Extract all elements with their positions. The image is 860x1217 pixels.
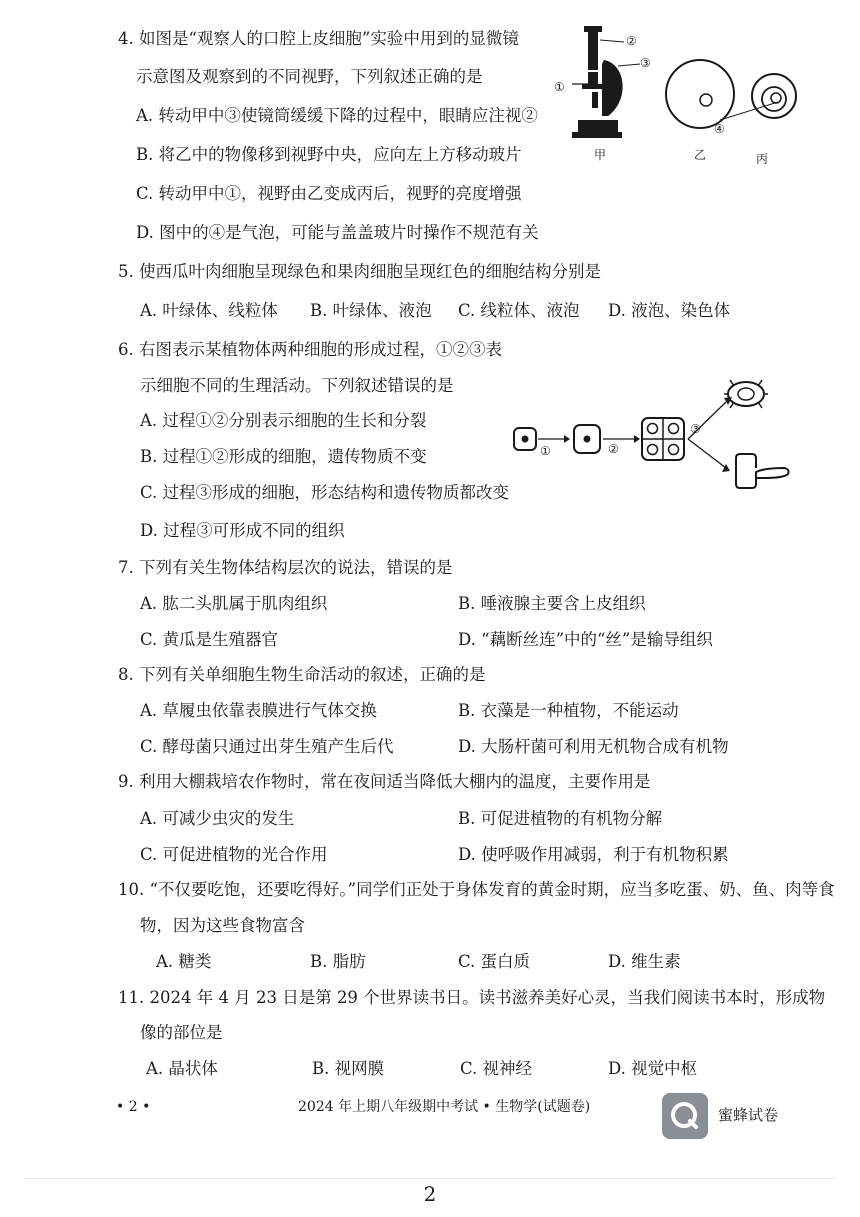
q11-option-d: D. 视觉中枢 [608,1059,698,1078]
q11-option-c: C. 视神经 [460,1059,533,1078]
q10-option-c: C. 蛋白质 [458,952,531,971]
q5-option-c: C. 线粒体、液泡 [458,301,580,320]
microscope-label-3: ③ [640,56,651,70]
q5-option-a: A. 叶绿体、线粒体 [140,301,278,320]
cell-process-figure [508,372,798,496]
q4-option-c: C. 转动甲中①，视野由乙变成丙后，视野的亮度增强 [136,184,522,203]
microscope-label-2: ② [626,34,637,48]
q10-stem-line2: 物，因为这些食物富含 [140,916,305,935]
q6-option-d: D. 过程③可形成不同的组织 [140,521,345,540]
field-label-4: ④ [714,122,725,136]
q6-stem-line2: 示细胞不同的生理活动。下列叙述错误的是 [140,376,454,395]
process-label-3: ③ [690,422,701,436]
footer-page-mark: • 2 • [116,1099,151,1115]
q11-stem-line1: 11. 2024 年 4 月 23 日是第 29 个世界读书日。读书滋养美好心灵，当我们阅读书本时，形成物 [118,988,826,1007]
process-label-2: ② [608,442,619,456]
cell-process-drawing [508,372,798,496]
brand-logo-icon [662,1093,708,1139]
q8-option-b: B. 衣藻是一种植物，不能运动 [458,701,679,720]
page-divider [24,1178,836,1179]
process-label-1: ① [540,444,551,458]
q11-option-b: B. 视网膜 [312,1059,385,1078]
q8-stem: 8. 下列有关单细胞生物生命活动的叙述，正确的是 [118,665,486,684]
q11-option-a: A. 晶状体 [146,1059,218,1078]
caption-bing: 丙 [756,152,769,166]
q10-stem-line1: 10. “不仅要吃饱，还要吃得好。”同学们正处于身体发育的黄金时期，应当多吃蛋、奶、鱼、肉等食 [118,880,835,899]
q9-stem: 9. 利用大棚栽培农作物时，常在夜间适当降低大棚内的温度，主要作用是 [118,772,651,791]
q10-option-d: D. 维生素 [608,952,681,971]
q5-option-d: D. 液泡、染色体 [608,301,731,320]
microscope-label-1: ① [554,80,565,94]
q8-option-a: A. 草履虫依靠表膜进行气体交换 [140,701,377,720]
page-number: 2 [423,1182,437,1206]
q4-option-a: A. 转动甲中③使镜筒缓缓下降的过程中，眼睛应注视② [136,106,538,125]
q11-stem-line2: 像的部位是 [140,1023,223,1042]
q10-option-b: B. 脂肪 [310,952,366,971]
q7-option-d: D. “藕断丝连”中的“丝”是输导组织 [458,630,713,649]
caption-jia: 甲 [594,148,607,162]
caption-yi: 乙 [694,148,707,162]
microscope-drawing [548,20,818,170]
q4-option-b: B. 将乙中的物像移到视野中央，应向左上方移动玻片 [136,145,522,164]
q9-option-c: C. 可促进植物的光合作用 [140,845,328,864]
q6-option-b: B. 过程①②形成的细胞，遗传物质不变 [140,447,427,466]
q7-option-a: A. 肱二头肌属于肌肉组织 [140,594,328,613]
q4-stem-line1: 4. 如图是“观察人的口腔上皮细胞”实验中用到的显微镜 [118,29,519,48]
q7-stem: 7. 下列有关生物体结构层次的说法，错误的是 [118,558,453,577]
q9-option-a: A. 可减少虫灾的发生 [140,809,295,828]
q7-option-c: C. 黄瓜是生殖器官 [140,630,279,649]
q9-option-d: D. 使呼吸作用减弱，利于有机物积累 [458,845,729,864]
q6-option-c: C. 过程③形成的细胞，形态结构和遗传物质都改变 [140,483,510,502]
q4-option-d: D. 图中的④是气泡，可能与盖盖玻片时操作不规范有关 [136,223,539,242]
q5-stem: 5. 使西瓜叶肉细胞呈现绿色和果肉细胞呈现红色的细胞结构分别是 [118,262,601,281]
q6-option-a: A. 过程①②分别表示细胞的生长和分裂 [140,411,427,430]
brand-name: 蜜蜂试卷 [718,1106,779,1124]
q7-option-b: B. 唾液腺主要含上皮组织 [458,594,646,613]
q8-option-d: D. 大肠杆菌可利用无机物合成有机物 [458,737,729,756]
microscope-figure [548,20,818,170]
q5-option-b: B. 叶绿体、液泡 [310,301,432,320]
q4-stem-line2: 示意图及观察到的不同视野，下列叙述正确的是 [136,67,483,86]
q8-option-c: C. 酵母菌只通过出芽生殖产生后代 [140,737,394,756]
footer-exam-title: 2024 年上期八年级期中考试 • 生物学(试题卷) [298,1099,591,1115]
q9-option-b: B. 可促进植物的有机物分解 [458,809,663,828]
q10-option-a: A. 糖类 [156,952,212,971]
q6-stem-line1: 6. 右图表示某植物体两种细胞的形成过程，①②③表 [118,340,502,359]
